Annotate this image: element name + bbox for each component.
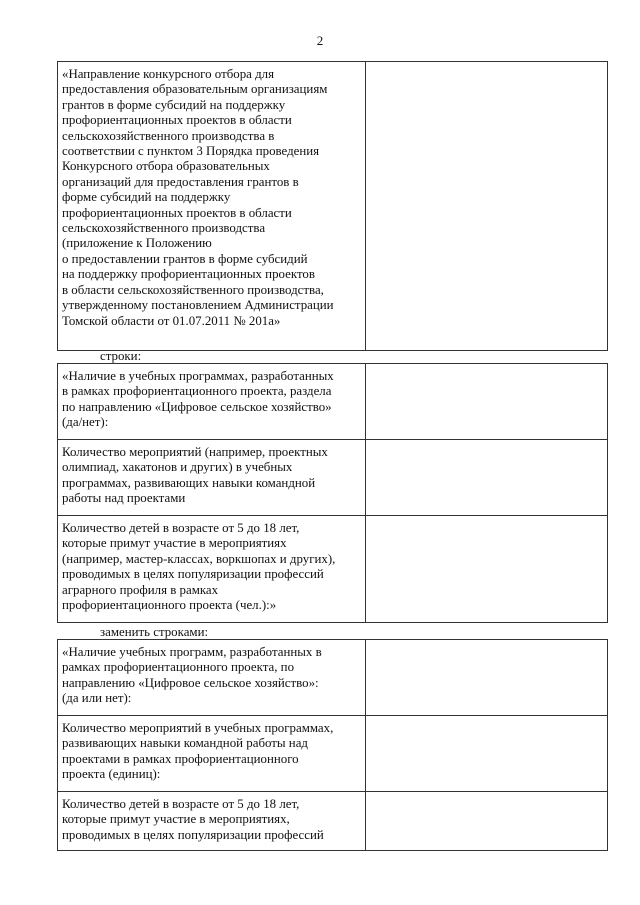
table-direction <box>57 61 608 351</box>
table-cell-value <box>365 716 607 792</box>
table-cell-value <box>365 516 607 623</box>
table-cell-label <box>58 640 366 716</box>
table-cell-label <box>58 516 366 623</box>
table-cell-value <box>365 440 607 516</box>
table-row <box>58 516 608 623</box>
table-row <box>58 640 608 716</box>
page-number: 2 <box>316 33 324 48</box>
row-text: Количество мероприятий в учебных программах, развивающих навыки командной работы над проектами в рамках профориентационного проекта (единиц): <box>62 721 334 782</box>
table-cell-label <box>58 792 366 851</box>
table-row <box>58 440 608 516</box>
label-rows: строки: <box>100 349 142 363</box>
table-rows-new <box>57 639 608 851</box>
table-rows-old <box>57 363 608 623</box>
row-text: «Наличие в учебных программах, разработанных в рамках профориентационного проекта, раздела по направлению «Цифровое сельское хозяйство» (да/нет): <box>62 369 334 430</box>
table-row <box>58 62 608 351</box>
row-text: Количество мероприятий (например, проектных олимпиад, хакатонов и других) в учебных программах, развивающих навыки командной работы над проектами <box>62 445 328 506</box>
row-text: «Наличие учебных программ, разработанных в рамках профориентационного проекта, по направлению «Цифровое сельское хозяйство»: (да или нет): <box>62 645 322 706</box>
table-cell-label <box>58 440 366 516</box>
table-row <box>58 364 608 440</box>
table-cell-label <box>58 62 366 351</box>
label-replace: заменить строками: <box>100 625 209 639</box>
table-cell-value <box>365 364 607 440</box>
row-text: Количество детей в возрасте от 5 до 18 лет, которые примут участие в мероприятиях, проводимых в целях популяризации профессий <box>62 797 324 842</box>
table-row <box>58 792 608 851</box>
table-cell-value <box>365 792 607 851</box>
table-cell-label <box>58 716 366 792</box>
table-cell-value <box>365 640 607 716</box>
table-row <box>58 716 608 792</box>
row-text: Количество детей в возрасте от 5 до 18 лет, которые примут участие в мероприятиях (например, мастер-классах, воркшопах и других), проводимых в целях популяризации профессий аграрного профиля в рамках профориентационного проекта (чел.):» <box>62 521 336 613</box>
table-cell-value <box>365 62 607 351</box>
direction-text: «Направление конкурсного отбора для предоставления образовательным организациям грантов в форме субсидий на поддержку профориентационных проектов в области сельскохозяйственного производства в соответствии с пунктом 3 Порядка проведения Конкурсного отбора образовательных организаций для предоставления грантов в форме субсидий на поддержку профориентационных проектов в области сельскохозяйственного производства (приложение к Положению о предоставлении грантов в форме субсидий на поддержку профориентационных проектов в области сельскохозяйственного производства, утвержденному постановлением Администрации Томской области от 01.07.2011 № 201а» <box>62 67 334 328</box>
table-cell-label <box>58 364 366 440</box>
